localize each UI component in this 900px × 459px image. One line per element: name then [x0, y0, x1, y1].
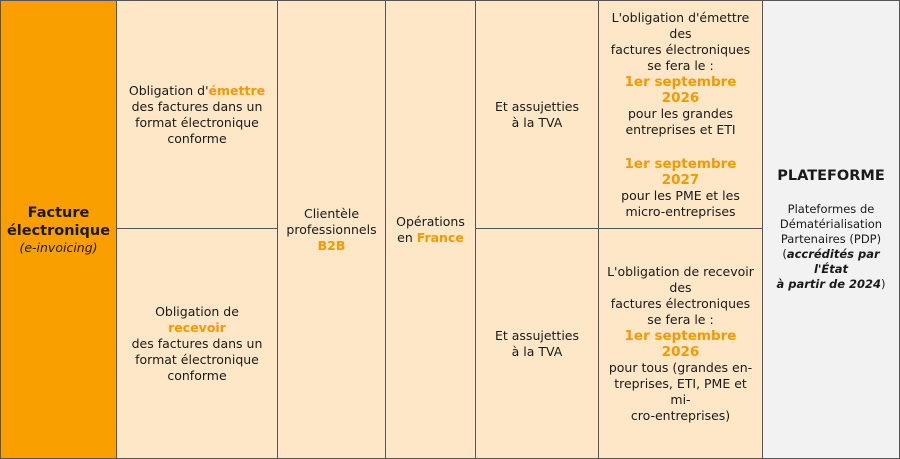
- facture-subtitle: (e-invoicing): [19, 239, 98, 255]
- emettre-intro-line2: factures électroniques: [610, 41, 751, 57]
- obligation-emettre-prefix: Obligation d': [128, 82, 209, 98]
- plateforme-line1: Plateformes de: [787, 201, 875, 216]
- emettre-date2-line2: micro-entreprises: [625, 203, 736, 219]
- obligation-emettre-cell: [117, 0, 278, 229]
- plateforme-line4: [771, 247, 891, 277]
- tva-top-line2: à la TVA: [511, 114, 563, 130]
- emettre-date1-line1: pour les grandes: [627, 105, 734, 121]
- emettre-dates-cell: [599, 0, 763, 229]
- tva-bottom-cell: [476, 229, 599, 459]
- clientele-b2b: B2B: [317, 237, 346, 253]
- recevoir-dates-cell: [599, 229, 763, 459]
- clientele-line2: professionnels: [286, 221, 377, 237]
- plateforme-line5: [776, 277, 885, 292]
- operations-line1: Opérations: [396, 213, 465, 229]
- obligation-emettre-highlight: émettre: [208, 82, 266, 98]
- plateforme-line2: Dématérialisation: [779, 216, 883, 231]
- facture-title-line1: Facture: [27, 204, 90, 221]
- emettre-intro-line3: se fera le :: [647, 57, 714, 73]
- obligation-recevoir-line1: [125, 304, 269, 336]
- emettre-date2-line1: pour les PME et les: [621, 187, 740, 203]
- obligation-recevoir-line3: format électronique: [135, 351, 259, 367]
- obligation-recevoir-line4: conforme: [167, 367, 227, 383]
- plateforme-cell: [763, 0, 900, 459]
- clientele-line1: Clientèle: [303, 205, 360, 221]
- tva-bottom-line2: à la TVA: [511, 343, 563, 359]
- recevoir-intro-line2: factures électroniques: [610, 295, 751, 311]
- emettre-intro-line1: L'obligation d'émettre des: [611, 9, 750, 41]
- obligation-recevoir-highlight: recevoir: [168, 319, 226, 335]
- plateforme-line3: Partenaires (PDP): [780, 231, 882, 246]
- emettre-date2: 1er septembre 2027: [624, 155, 737, 188]
- recevoir-date1: 1er septembre 2026: [624, 327, 737, 360]
- tva-top-line1: Et assujetties: [494, 98, 580, 114]
- emettre-date1: 1er septembre 2026: [624, 73, 737, 106]
- plateforme-paren-close: ): [881, 276, 886, 291]
- tva-bottom-line1: Et assujetties: [494, 327, 580, 343]
- obligation-recevoir-prefix: Obligation de: [155, 303, 239, 319]
- facture-electronique-cell: [0, 0, 117, 459]
- obligation-emettre-line1: [129, 83, 265, 99]
- recevoir-intro-line1: L'obligation de recevoir des: [607, 263, 754, 295]
- operations-prefix: en: [397, 229, 417, 245]
- plateforme-title: PLATEFORME: [777, 167, 885, 184]
- obligation-emettre-line3: format électronique: [135, 114, 259, 130]
- emettre-date1-line2: entreprises et ETI: [625, 121, 736, 137]
- plateforme-paren-open: (: [782, 246, 787, 261]
- obligation-emettre-line4: conforme: [167, 130, 227, 146]
- tva-top-cell: [476, 0, 599, 229]
- operations-line2: [397, 230, 464, 246]
- plateforme-date: à partir de 2024: [776, 276, 882, 291]
- obligation-recevoir-line2: des factures dans un: [131, 335, 263, 351]
- facture-title-line2: électronique: [6, 222, 111, 239]
- clientele-cell: [278, 0, 386, 459]
- obligation-recevoir-cell: [117, 229, 278, 459]
- obligation-emettre-line2: des factures dans un: [131, 98, 263, 114]
- recevoir-intro-line3: se fera le :: [647, 311, 714, 327]
- plateforme-accredites: accrédités par l'État: [786, 246, 880, 276]
- operations-cell: [386, 0, 476, 459]
- operations-france: France: [416, 229, 464, 245]
- recevoir-line1: pour tous (grandes en-: [608, 359, 753, 375]
- recevoir-line2: treprises, ETI, PME et mi-: [614, 375, 747, 407]
- recevoir-line3: cro-entreprises): [630, 407, 731, 423]
